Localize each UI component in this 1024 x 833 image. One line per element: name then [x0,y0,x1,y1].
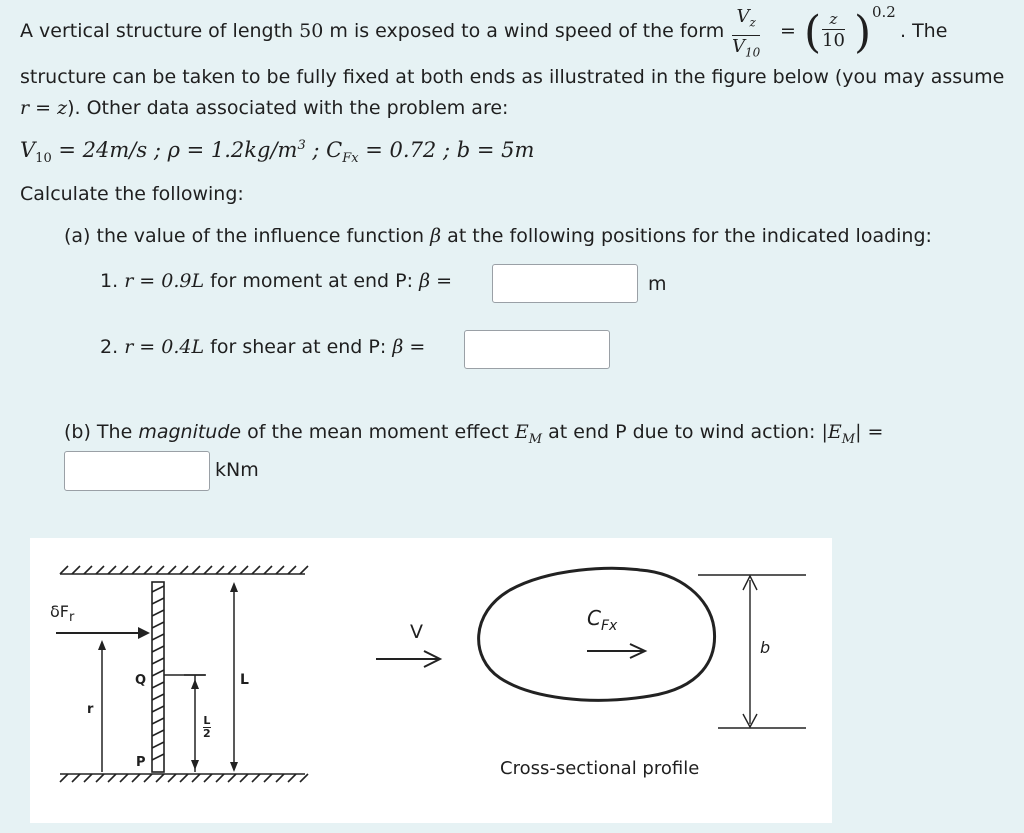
part-b-heading: (b) The magnitude of the mean moment effect $E_M$ at end P due to wind action: $|E_M|$ = [64,421,884,447]
b-label: b [760,638,771,657]
figure-panel [30,538,832,823]
force-arrow [56,627,150,639]
intro-line-3: r = z). Other data associated with the problem are: [20,97,509,119]
velocity-fraction: $\frac{V_z}{V_{10}}$ [732,6,761,60]
point-q-label: Q [135,673,147,688]
r-equals-z: r = z [20,97,68,119]
height-fraction: z 10 [822,10,845,51]
item-1-unit: m [648,273,667,295]
structure-diagram [30,538,832,823]
given-data: $V_{10} = 24m/s$ ; $\rho = 1.2kg/m^3$ ; $C_{Fx} = 0.72$ ; b = 5m [20,138,535,167]
cfx-arrow [587,644,645,658]
intro-length: 50 [299,20,324,42]
cfx-label: $C_{Fx}$ [587,606,618,634]
item-2-label: 2. r = 0.4L for shear at end P: β = [100,336,426,358]
length-dimension [230,582,238,772]
beta-symbol: β [430,225,442,247]
intro-text-end: . The [900,20,948,42]
point-p-label: P [136,755,146,770]
beta-shear-input[interactable] [464,330,610,369]
l-label: L [240,672,249,688]
wind-arrow [376,651,440,667]
force-label: $\delta F_r$ [50,602,75,626]
cross-section-shape [479,568,715,700]
paren-left: ( [804,7,822,58]
part-a-heading: (a) the value of the influence function β at the following positions for the indicated loading: [64,225,932,247]
r-dimension [98,640,106,772]
intro-text-mid: m is exposed to a wind speed of the form [329,20,725,42]
half-length-label: L 2 [203,714,211,740]
half-length-dimension [164,675,206,772]
item-1-label: 1. r = 0.9L for moment at end P: β = [100,270,453,292]
top-support-hatch [60,566,308,574]
paren-right: ) [854,7,872,58]
exponent: 0.2 [872,3,896,21]
r-label: r [87,702,94,717]
intro-line-2: structure can be taken to be fully fixed at both ends as illustrated in the figure below (you may assume [20,66,1005,88]
intro-line-1 [20,20,724,42]
column [152,582,164,772]
bottom-support-hatch [60,774,308,782]
equals-sign: = [780,20,796,42]
calculate-label: Calculate the following: [20,183,244,205]
v-label: V [410,621,423,643]
mean-moment-input[interactable] [64,451,210,491]
moment-unit: kNm [215,459,259,481]
figure-caption: Cross-sectional profile [500,758,700,779]
beta-moment-input[interactable] [492,264,638,303]
intro-text-pre: A vertical structure of length [20,20,294,42]
